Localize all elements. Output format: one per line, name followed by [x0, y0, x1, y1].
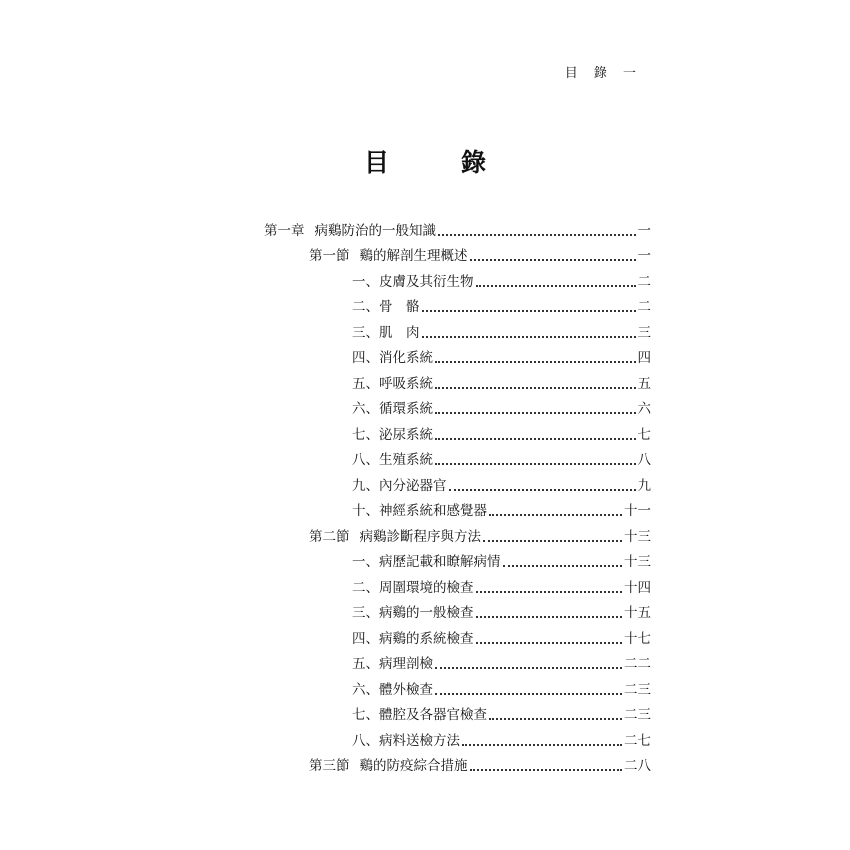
toc-entry-page-number: 二 — [637, 299, 651, 315]
toc-entry-page-number: 五 — [637, 375, 651, 392]
toc-entry — [0, 393, 850, 419]
dot-leader — [449, 489, 636, 491]
toc-entry-number: 二、 — [352, 299, 379, 315]
toc-entry-number: 六、 — [352, 681, 379, 698]
toc-entry-page-number: 六 — [637, 401, 651, 417]
toc-entry-page-number: 二三 — [624, 681, 651, 698]
toc-entry — [0, 367, 850, 393]
toc-entry-label: 體腔及各器官檢查 — [379, 707, 487, 723]
toc-entry — [0, 699, 850, 725]
toc-entry-number: 第二節 — [309, 528, 350, 545]
toc-entry — [0, 597, 850, 623]
toc-entry-label: 病鷄的系統檢查 — [379, 630, 474, 647]
toc-entry-number: 五、 — [352, 656, 379, 672]
toc-entry — [0, 571, 850, 597]
dot-leader — [489, 514, 622, 516]
dot-leader — [470, 259, 636, 261]
toc-entry — [0, 673, 850, 699]
dot-leader — [422, 310, 636, 312]
toc-entry-page-number: 一 — [637, 248, 651, 264]
dot-leader — [438, 234, 636, 236]
toc-entry-page-number: 十五 — [624, 605, 651, 621]
toc-entry-number: 六、 — [352, 401, 379, 417]
toc-entry-label: 神經系統和感覺器 — [379, 503, 487, 519]
toc-entry-page-number: 十七 — [624, 630, 651, 647]
toc-entry-number: 三、 — [352, 605, 379, 621]
toc-entry — [0, 316, 850, 342]
toc-entry — [0, 724, 850, 750]
toc-entry-label: 周圍環境的檢查 — [379, 579, 474, 596]
table-of-contents — [0, 214, 850, 775]
dot-leader — [476, 642, 623, 644]
toc-entry — [0, 342, 850, 368]
dot-leader — [435, 667, 622, 669]
toc-entry-number: 十、 — [352, 503, 379, 519]
toc-entry-number: 三、 — [352, 324, 379, 341]
toc-entry-label: 肌 肉 — [379, 324, 420, 341]
toc-entry-label: 呼吸系統 — [379, 375, 433, 392]
dot-leader — [503, 565, 623, 567]
toc-entry — [0, 214, 850, 240]
toc-entry-page-number: 八 — [637, 452, 651, 468]
toc-entry-label: 鷄的防疫綜合措施 — [359, 758, 468, 774]
toc-entry-label: 病理剖檢 — [379, 656, 433, 672]
dot-leader — [476, 616, 623, 618]
running-header: 目 錄 一 — [564, 66, 642, 81]
dot-leader — [435, 387, 636, 389]
toc-entry-number: 八、 — [352, 732, 379, 749]
toc-entry-page-number: 二三 — [624, 707, 651, 723]
toc-entry-page-number: 九 — [637, 477, 651, 494]
toc-entry-page-number: 二 — [637, 273, 651, 290]
toc-entry-label: 循環系統 — [379, 401, 433, 417]
toc-entry-page-number: 二八 — [624, 758, 651, 774]
toc-entry-label: 病鷄防治的一般知識 — [314, 222, 436, 239]
toc-entry-number: 四、 — [352, 630, 379, 647]
toc-entry-label: 泌尿系統 — [379, 426, 433, 443]
toc-entry-number: 八、 — [352, 452, 379, 468]
dot-leader — [422, 336, 636, 338]
toc-entry-number: 第一節 — [309, 248, 350, 264]
dot-leader — [476, 285, 636, 287]
toc-entry-page-number: 二二 — [624, 656, 651, 672]
toc-entry-label: 生殖系統 — [379, 452, 433, 468]
toc-entry-label: 消化系統 — [379, 350, 433, 366]
toc-entry-number: 四、 — [352, 350, 379, 366]
dot-leader — [462, 744, 622, 746]
dot-leader — [483, 540, 622, 542]
dot-leader — [435, 693, 622, 695]
toc-entry-number: 七、 — [352, 707, 379, 723]
dot-leader — [435, 438, 636, 440]
toc-entry-page-number: 十三 — [624, 528, 651, 545]
toc-entry-number: 一、 — [352, 273, 379, 290]
dot-leader — [435, 361, 636, 363]
toc-entry — [0, 546, 850, 572]
toc-entry-label: 病鷄診斷程序與方法 — [359, 528, 481, 545]
toc-entry-label: 病料送檢方法 — [379, 732, 460, 749]
toc-entry-number: 第三節 — [309, 758, 350, 774]
toc-entry — [0, 240, 850, 266]
toc-entry-label: 骨 骼 — [379, 299, 420, 315]
toc-entry-label: 鷄的解剖生理概述 — [359, 248, 468, 264]
toc-entry — [0, 622, 850, 648]
toc-entry — [0, 291, 850, 317]
toc-entry-page-number: 四 — [637, 350, 651, 366]
dot-leader — [489, 718, 622, 720]
dot-leader — [435, 412, 636, 414]
toc-entry-page-number: 三 — [637, 324, 651, 341]
dot-leader — [470, 769, 623, 771]
toc-entry-number: 五、 — [352, 375, 379, 392]
toc-entry-number: 七、 — [352, 426, 379, 443]
toc-entry-page-number: 十三 — [624, 554, 651, 570]
toc-entry-page-number: 二七 — [624, 732, 651, 749]
toc-entry-number: 第一章 — [264, 222, 305, 239]
toc-entry-label: 皮膚及其衍生物 — [379, 273, 474, 290]
toc-entry-number: 二、 — [352, 579, 379, 596]
toc-entry — [0, 469, 850, 495]
toc-entry — [0, 444, 850, 470]
toc-entry-number: 九、 — [352, 477, 379, 494]
toc-entry-number: 一、 — [352, 554, 379, 570]
toc-entry — [0, 495, 850, 521]
toc-entry-label: 病歷記載和瞭解病情 — [379, 554, 501, 570]
toc-entry — [0, 265, 850, 291]
toc-entry-label: 體外檢查 — [379, 681, 433, 698]
toc-entry — [0, 520, 850, 546]
toc-entry-label: 病鷄的一般檢查 — [379, 605, 474, 621]
toc-entry-page-number: 一 — [637, 222, 651, 239]
dot-leader — [435, 463, 636, 465]
dot-leader — [476, 591, 623, 593]
toc-entry-page-number: 十四 — [624, 579, 651, 596]
toc-entry-label: 內分泌器官 — [379, 477, 447, 494]
toc-entry-page-number: 七 — [637, 426, 651, 443]
toc-entry — [0, 648, 850, 674]
toc-entry — [0, 418, 850, 444]
toc-entry-page-number: 十一 — [624, 503, 651, 519]
page-title: 目錄 — [363, 148, 558, 177]
toc-entry — [0, 750, 850, 776]
